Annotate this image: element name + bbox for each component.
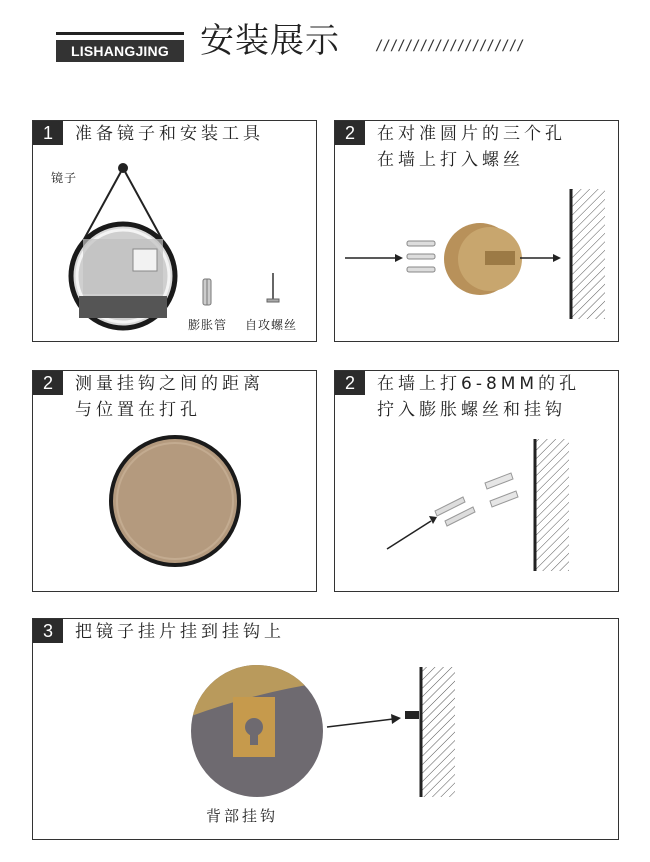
step-number: 2 [335, 121, 365, 145]
mirror-back [111, 437, 239, 565]
screws-icon [407, 241, 435, 272]
step-title-line1: 在对准圆片的三个孔 [377, 124, 566, 144]
mirror-back-illustration [33, 371, 318, 593]
back-hook-label: 背部挂钩 [206, 807, 279, 825]
disc-bracket [485, 251, 515, 265]
screws-icon [435, 497, 475, 526]
step-number: 1 [33, 121, 63, 145]
screw-disc-illustration [335, 121, 620, 343]
screw-label: 自攻螺丝 [245, 318, 298, 332]
anchor-icon [203, 279, 211, 305]
step-title-line1: 在墙上打6-8MM的孔 [377, 374, 581, 394]
arrow-hang [327, 719, 393, 727]
step-2-panel-b [32, 370, 317, 592]
step-title-line1: 测量挂钩之间的距离 [75, 374, 264, 394]
step-2-panel-a [334, 120, 619, 342]
step-title: 准备镜子和安装工具 [75, 124, 264, 144]
mirror-sink [79, 296, 167, 318]
wall-hatch [535, 439, 569, 571]
anchor-screw-illustration [335, 371, 620, 593]
step-number: 2 [33, 371, 63, 395]
step-3-panel [32, 618, 619, 840]
step-title-line2: 与位置在打孔 [75, 400, 201, 420]
arrow-drill [387, 521, 431, 549]
wall-hook [405, 711, 419, 719]
wall-hatch [571, 189, 605, 319]
page-title: 安装展示 [200, 21, 340, 61]
hang-illustration [33, 619, 620, 841]
mirror-label: 镜子 [51, 171, 78, 185]
decorative-slashes: //////////////////// [375, 38, 524, 54]
wall-hatch [421, 667, 455, 797]
hook-closeup [183, 659, 333, 809]
step-1-panel [32, 120, 317, 342]
brand-logo: LISHANGJING [56, 40, 184, 62]
mirror-cabinet [133, 249, 157, 271]
mirror-illustration [33, 121, 318, 343]
step-number: 3 [33, 619, 63, 643]
step-title: 把镜子挂片挂到挂钩上 [75, 622, 285, 642]
screw-icon [267, 273, 279, 302]
step-title-line2: 在墙上打入螺丝 [377, 150, 524, 170]
header-rule [56, 32, 184, 35]
step-title-line2: 拧入膨胀螺丝和挂钩 [377, 400, 566, 420]
step-number: 2 [335, 371, 365, 395]
step-2-panel-c [334, 370, 619, 592]
anchors-icon [485, 473, 518, 507]
anchor-label: 膨胀管 [188, 318, 228, 332]
